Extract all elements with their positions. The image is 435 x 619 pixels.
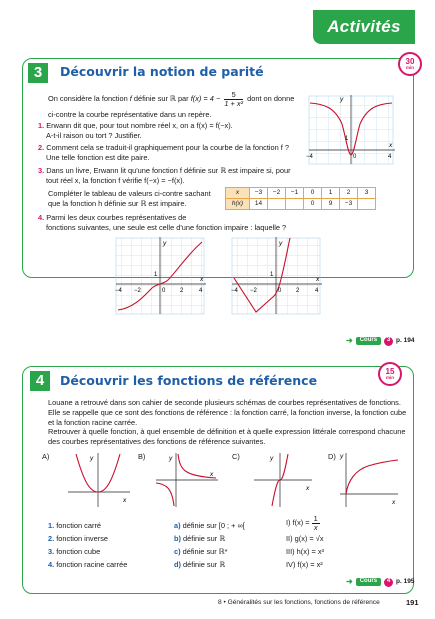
question-3-text: Dans un livre, Erwann lit qu'une fonction f définie sur ℝ est impaire si, pour — [46, 166, 291, 175]
graph-label: y — [279, 240, 283, 247]
graph-label: 1 — [154, 272, 158, 278]
table-cell: 2 — [340, 188, 358, 199]
graph-a — [66, 452, 132, 508]
item-number: 1. — [48, 521, 55, 530]
graph-c-label: C) — [232, 452, 240, 461]
graph-label: y — [340, 453, 344, 460]
item-number: a) — [174, 521, 181, 530]
graph-label: x — [200, 276, 204, 283]
intro-line: des courbes représentatives des fonctions de référence suivantes. — [48, 437, 266, 447]
graph-label: 1 — [270, 272, 274, 278]
graph-label: x — [210, 471, 214, 478]
table-cell: 0 — [304, 199, 322, 210]
functions-column — [48, 520, 168, 572]
graph-q4-left — [112, 236, 208, 316]
timer-unit: min — [385, 374, 394, 380]
value-table — [225, 187, 376, 210]
graph-b-label: B) — [138, 452, 146, 461]
table-cell — [268, 199, 286, 210]
fraction-denominator: x — [313, 523, 318, 532]
table-cell: −3 — [340, 199, 358, 210]
timer-value: 30 — [405, 56, 415, 66]
graph-label: 4 — [388, 154, 392, 160]
table-cell: h(x) — [226, 199, 250, 210]
section-3-title: Découvrir la notion de parité — [60, 64, 264, 79]
graph-label: y — [340, 96, 344, 103]
graph-label: −2 — [134, 288, 141, 294]
list-item — [174, 533, 284, 546]
graph-label: 0 — [353, 154, 357, 160]
table-cell: 14 — [250, 199, 268, 210]
footer-chapter: 8 • Généralités sur les fonctions, fonctions de référence — [218, 599, 380, 606]
table-cell: 1 — [322, 188, 340, 199]
cours-page: p. 195 — [396, 577, 415, 585]
graph-label: −4 — [231, 288, 238, 294]
graph-c — [252, 452, 314, 508]
item-text: définie sur ℝ — [183, 533, 226, 543]
section-4-number: 4 — [30, 371, 50, 391]
graph-label: x — [316, 276, 320, 283]
list-item — [174, 559, 284, 572]
item-text: fonction inverse — [56, 533, 108, 543]
graph-label: 2 — [180, 288, 184, 294]
list-item: IV) f(x) = x² — [286, 559, 323, 569]
table-cell: 0 — [304, 188, 322, 199]
graph-label: 0 — [162, 288, 166, 294]
cours-link-3[interactable] — [346, 336, 414, 347]
table-cell: −2 — [268, 188, 286, 199]
graph-d — [338, 452, 400, 508]
question-3-text-3: Compléter le tableau de valeurs ci-contre sachant — [48, 189, 211, 198]
graph-label: 2 — [296, 288, 300, 294]
item-number: 2. — [48, 533, 55, 543]
graph-label: −2 — [250, 288, 257, 294]
intro-f: f — [129, 94, 132, 104]
intro-line: Elle se rappelle que ce sont des fonctions de référence : la fonction carré, la fonction inverse, la fonction cube — [48, 407, 407, 417]
table-cell: 3 — [358, 188, 376, 199]
fraction-numerator: 5 — [224, 91, 243, 100]
question-2-text: Comment cela se traduit-il graphiquement pour la courbe de la fonction f ? — [46, 143, 290, 152]
graph-label: 4 — [199, 288, 203, 294]
table-cell — [286, 199, 304, 210]
list-item — [48, 533, 168, 546]
graph-q4-right — [228, 236, 324, 316]
graph-label: x — [123, 497, 127, 504]
item-number: 3. — [48, 546, 55, 556]
table-cell: 9 — [322, 199, 340, 210]
question-1 — [38, 121, 298, 141]
section-3-intro-line2: ci-contre la courbe représentative dans un repère. — [48, 110, 212, 119]
item-text: fonction cube — [56, 546, 101, 556]
list-item — [286, 514, 396, 533]
cours-number: 3 — [384, 337, 393, 346]
domains-column — [174, 520, 284, 572]
intro-text-c: dont on donne — [247, 94, 295, 104]
intro-line: Louane a retrouvé dans son cahier de seconde plusieurs schémas de courbes représentatives de fonctions. — [48, 398, 401, 407]
question-2 — [38, 143, 308, 163]
graph-label: −4 — [115, 288, 122, 294]
graph-f — [305, 94, 397, 166]
list-item — [174, 520, 284, 533]
intro-line: Retrouver à quelle fonction, à quel ensemble de définition et à quelle expression littérale correspond chacune — [48, 427, 406, 437]
question-4-text: Parmi les deux courbes représentatives de — [46, 213, 187, 222]
question-2-number: 2. — [38, 143, 45, 152]
question-4 — [38, 213, 328, 233]
table-row-x — [226, 188, 376, 199]
item-text: définie sur [0 ; + ∞[ — [182, 521, 245, 530]
graph-label: −4 — [306, 154, 313, 160]
fraction — [312, 515, 320, 532]
graph-label: 1 — [345, 136, 349, 142]
item-text: définie sur ℝ — [183, 559, 226, 569]
timer-value: 15 — [385, 366, 395, 376]
item-number: b) — [174, 533, 181, 543]
intro-expr: f(x) = 4 − — [190, 94, 221, 104]
graph-label: y — [270, 455, 274, 462]
fraction-numerator: 1 — [313, 514, 318, 524]
question-3-extra — [48, 189, 228, 209]
timer-unit: min — [405, 64, 414, 70]
question-3 — [38, 166, 313, 186]
section-4-timer — [378, 362, 402, 386]
table-row-hx — [226, 199, 376, 210]
item-number: d) — [174, 559, 181, 569]
section-4-title: Découvrir les fonctions de référence — [60, 373, 318, 388]
table-cell: x — [226, 188, 250, 199]
graph-label: y — [90, 455, 94, 462]
graph-label: 4 — [315, 288, 319, 294]
section-3-number: 3 — [28, 63, 48, 83]
intro-text-a: On considère la fonction — [48, 94, 128, 104]
fraction-denominator: 1 + x² — [224, 98, 244, 108]
list-item: II) g(x) = √x — [286, 534, 324, 543]
item-text: fonction carré — [56, 521, 102, 530]
graph-a-label: A) — [42, 452, 50, 461]
arrow-right-icon: ➜ — [346, 577, 353, 586]
cours-link-4[interactable] — [346, 577, 414, 588]
item-text: I) f(x) = — [286, 518, 310, 528]
question-1-number: 1. — [38, 121, 45, 130]
list-item: III) h(x) = x³ — [286, 546, 324, 556]
list-item — [48, 559, 168, 572]
section-3-timer — [398, 52, 422, 76]
page-number: 191 — [406, 598, 419, 607]
question-3-number: 3. — [38, 166, 45, 175]
graph-label: y — [169, 455, 173, 462]
list-item — [48, 520, 168, 533]
cours-label: Cours — [356, 578, 381, 586]
item-number: 4. — [48, 559, 55, 569]
graph-b — [154, 452, 220, 508]
intro-line: et la fonction racine carrée. — [48, 417, 138, 427]
intro-text-b: définie sur ℝ par — [133, 94, 189, 104]
question-4-text-2: fonctions suivantes, une seule est celle d'une fonction impaire : laquelle ? — [46, 222, 287, 232]
item-number: c) — [174, 546, 181, 556]
table-cell: −3 — [250, 188, 268, 199]
intro-fraction — [224, 91, 243, 108]
activities-tab: Activités — [313, 10, 415, 44]
arrow-right-icon: ➜ — [346, 336, 353, 345]
graph-label: 0 — [278, 288, 282, 294]
section-4-intro — [48, 398, 412, 447]
item-text: définie sur ℝ* — [182, 546, 228, 556]
question-3-text-4: que la fonction h définie sur ℝ est impaire. — [48, 198, 187, 208]
graph-label: x — [306, 485, 310, 492]
cours-number: 4 — [384, 578, 393, 587]
table-cell: −1 — [286, 188, 304, 199]
question-2-text-2: Une telle fonction est dite paire. — [46, 152, 150, 162]
section-3-intro — [48, 91, 333, 108]
question-3-text-2: tout réel x, la fonction f vérifie f(−x) = −f(x). — [46, 175, 185, 185]
item-text: fonction racine carrée — [56, 559, 128, 569]
cours-page: p. 194 — [396, 336, 415, 344]
graph-label: x — [392, 499, 396, 506]
list-item — [174, 546, 284, 559]
question-1-text-2: A-t-il raison ou tort ? Justifier. — [46, 130, 142, 140]
list-item — [48, 546, 168, 559]
table-cell — [358, 199, 376, 210]
question-1-text: Erwann dit que, pour tout nombre réel x, on a f(x) = f(−x). — [46, 121, 233, 130]
graph-label: x — [389, 142, 393, 149]
cours-label: Cours — [356, 337, 381, 345]
graph-d-label: D) — [328, 452, 336, 461]
question-4-number: 4. — [38, 213, 45, 222]
graph-label: y — [163, 240, 167, 247]
expressions-column — [286, 514, 396, 572]
